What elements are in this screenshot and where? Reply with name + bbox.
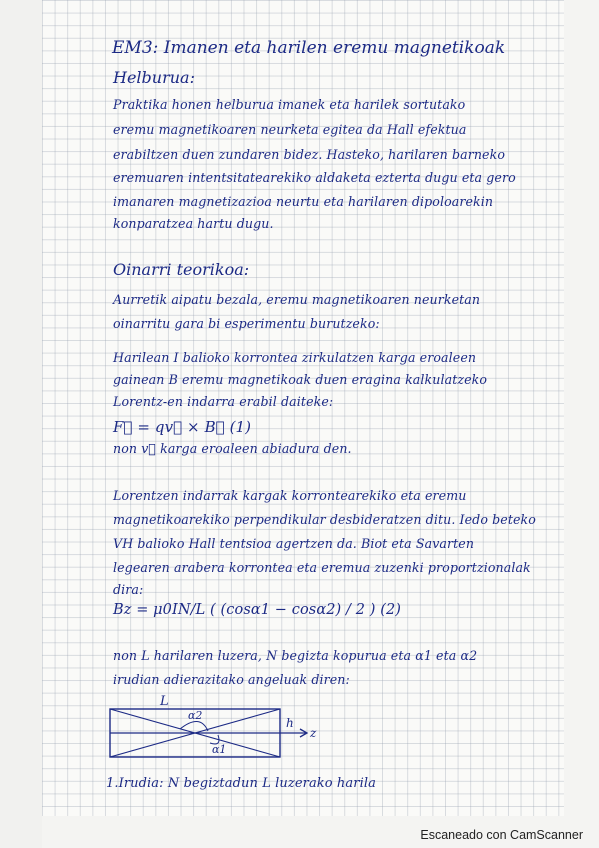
text-line: VH balioko Hall tentsioa agertzen da. Biot eta Savarten [113, 536, 475, 551]
text-line: oinarritu gara bi esperimentu burutzeko: [113, 316, 380, 331]
text-line: imanaren magnetizazioa neurtu eta harilaren dipoloarekin [113, 194, 494, 209]
text-line: gainean B eremu magnetikoak duen eragina kalkulatzeko [113, 372, 488, 387]
text-line: dira: [113, 582, 144, 597]
text-line: eremu magnetikoaren neurketa egitea da Hall efektua [113, 122, 467, 137]
text-line: Lorentzen indarrak kargak korrontearekiko eta eremu [113, 488, 467, 503]
text-line: Praktika honen helburua imanek eta harilek sortutako [113, 97, 466, 112]
text-line: Lorentz-en indarra erabil daiteke: [113, 394, 334, 409]
text-line: eremuaren intentsitatearekiko aldaketa ezterta dugu eta gero [113, 170, 516, 185]
text-line: konparatzea hartu dugu. [113, 216, 274, 231]
label-alpha2: α2 [188, 709, 203, 722]
page-title: EM3: Imanen eta harilen eremu magnetikoak [112, 38, 506, 58]
text-line: Aurretik aipatu bezala, eremu magnetikoaren neurketan [113, 292, 481, 307]
formula-biot-savart: Bz = μ0IN/L ( (cosα1 − cosα2) / 2 ) (2) [113, 602, 402, 618]
oinarri-heading: Oinarri teorikoa: [113, 260, 250, 279]
solenoid-diagram [100, 695, 360, 787]
label-alpha1: α1 [212, 743, 227, 756]
text-line: irudian adierazitako angeluak diren: [113, 672, 350, 687]
formula-lorentz: F⃗ = qv⃗ × B⃗ (1) [113, 418, 252, 436]
text-line: magnetikoarekiko perpendikular desbideratzen ditu. Iedo beteko [113, 512, 536, 527]
text-line: erabiltzen duen zundaren bidez. Hasteko, harilaren barneko [113, 147, 506, 162]
page-margin [0, 0, 42, 848]
text-line: non L harilaren luzera, N begizta kopurua eta α1 eta α2 [113, 648, 478, 663]
text-line: legearen arabera korrontea eta eremua zuzenki proportzionalak [113, 560, 531, 575]
label-z: z [310, 726, 317, 740]
label-L: L [160, 695, 169, 709]
helburua-heading: Helburua: [113, 68, 195, 87]
formula-lorentz-note: non v⃗ karga eroaleen abiadura den. [113, 441, 352, 456]
label-h: h [286, 716, 294, 730]
scanner-footer: Escaneado con CamScanner [420, 828, 583, 842]
text-line: Harilean I balioko korrontea zirkulatzen karga eroaleen [113, 350, 477, 365]
figure-caption: 1.Irudia: N begiztadun L luzerako harila [106, 776, 376, 791]
